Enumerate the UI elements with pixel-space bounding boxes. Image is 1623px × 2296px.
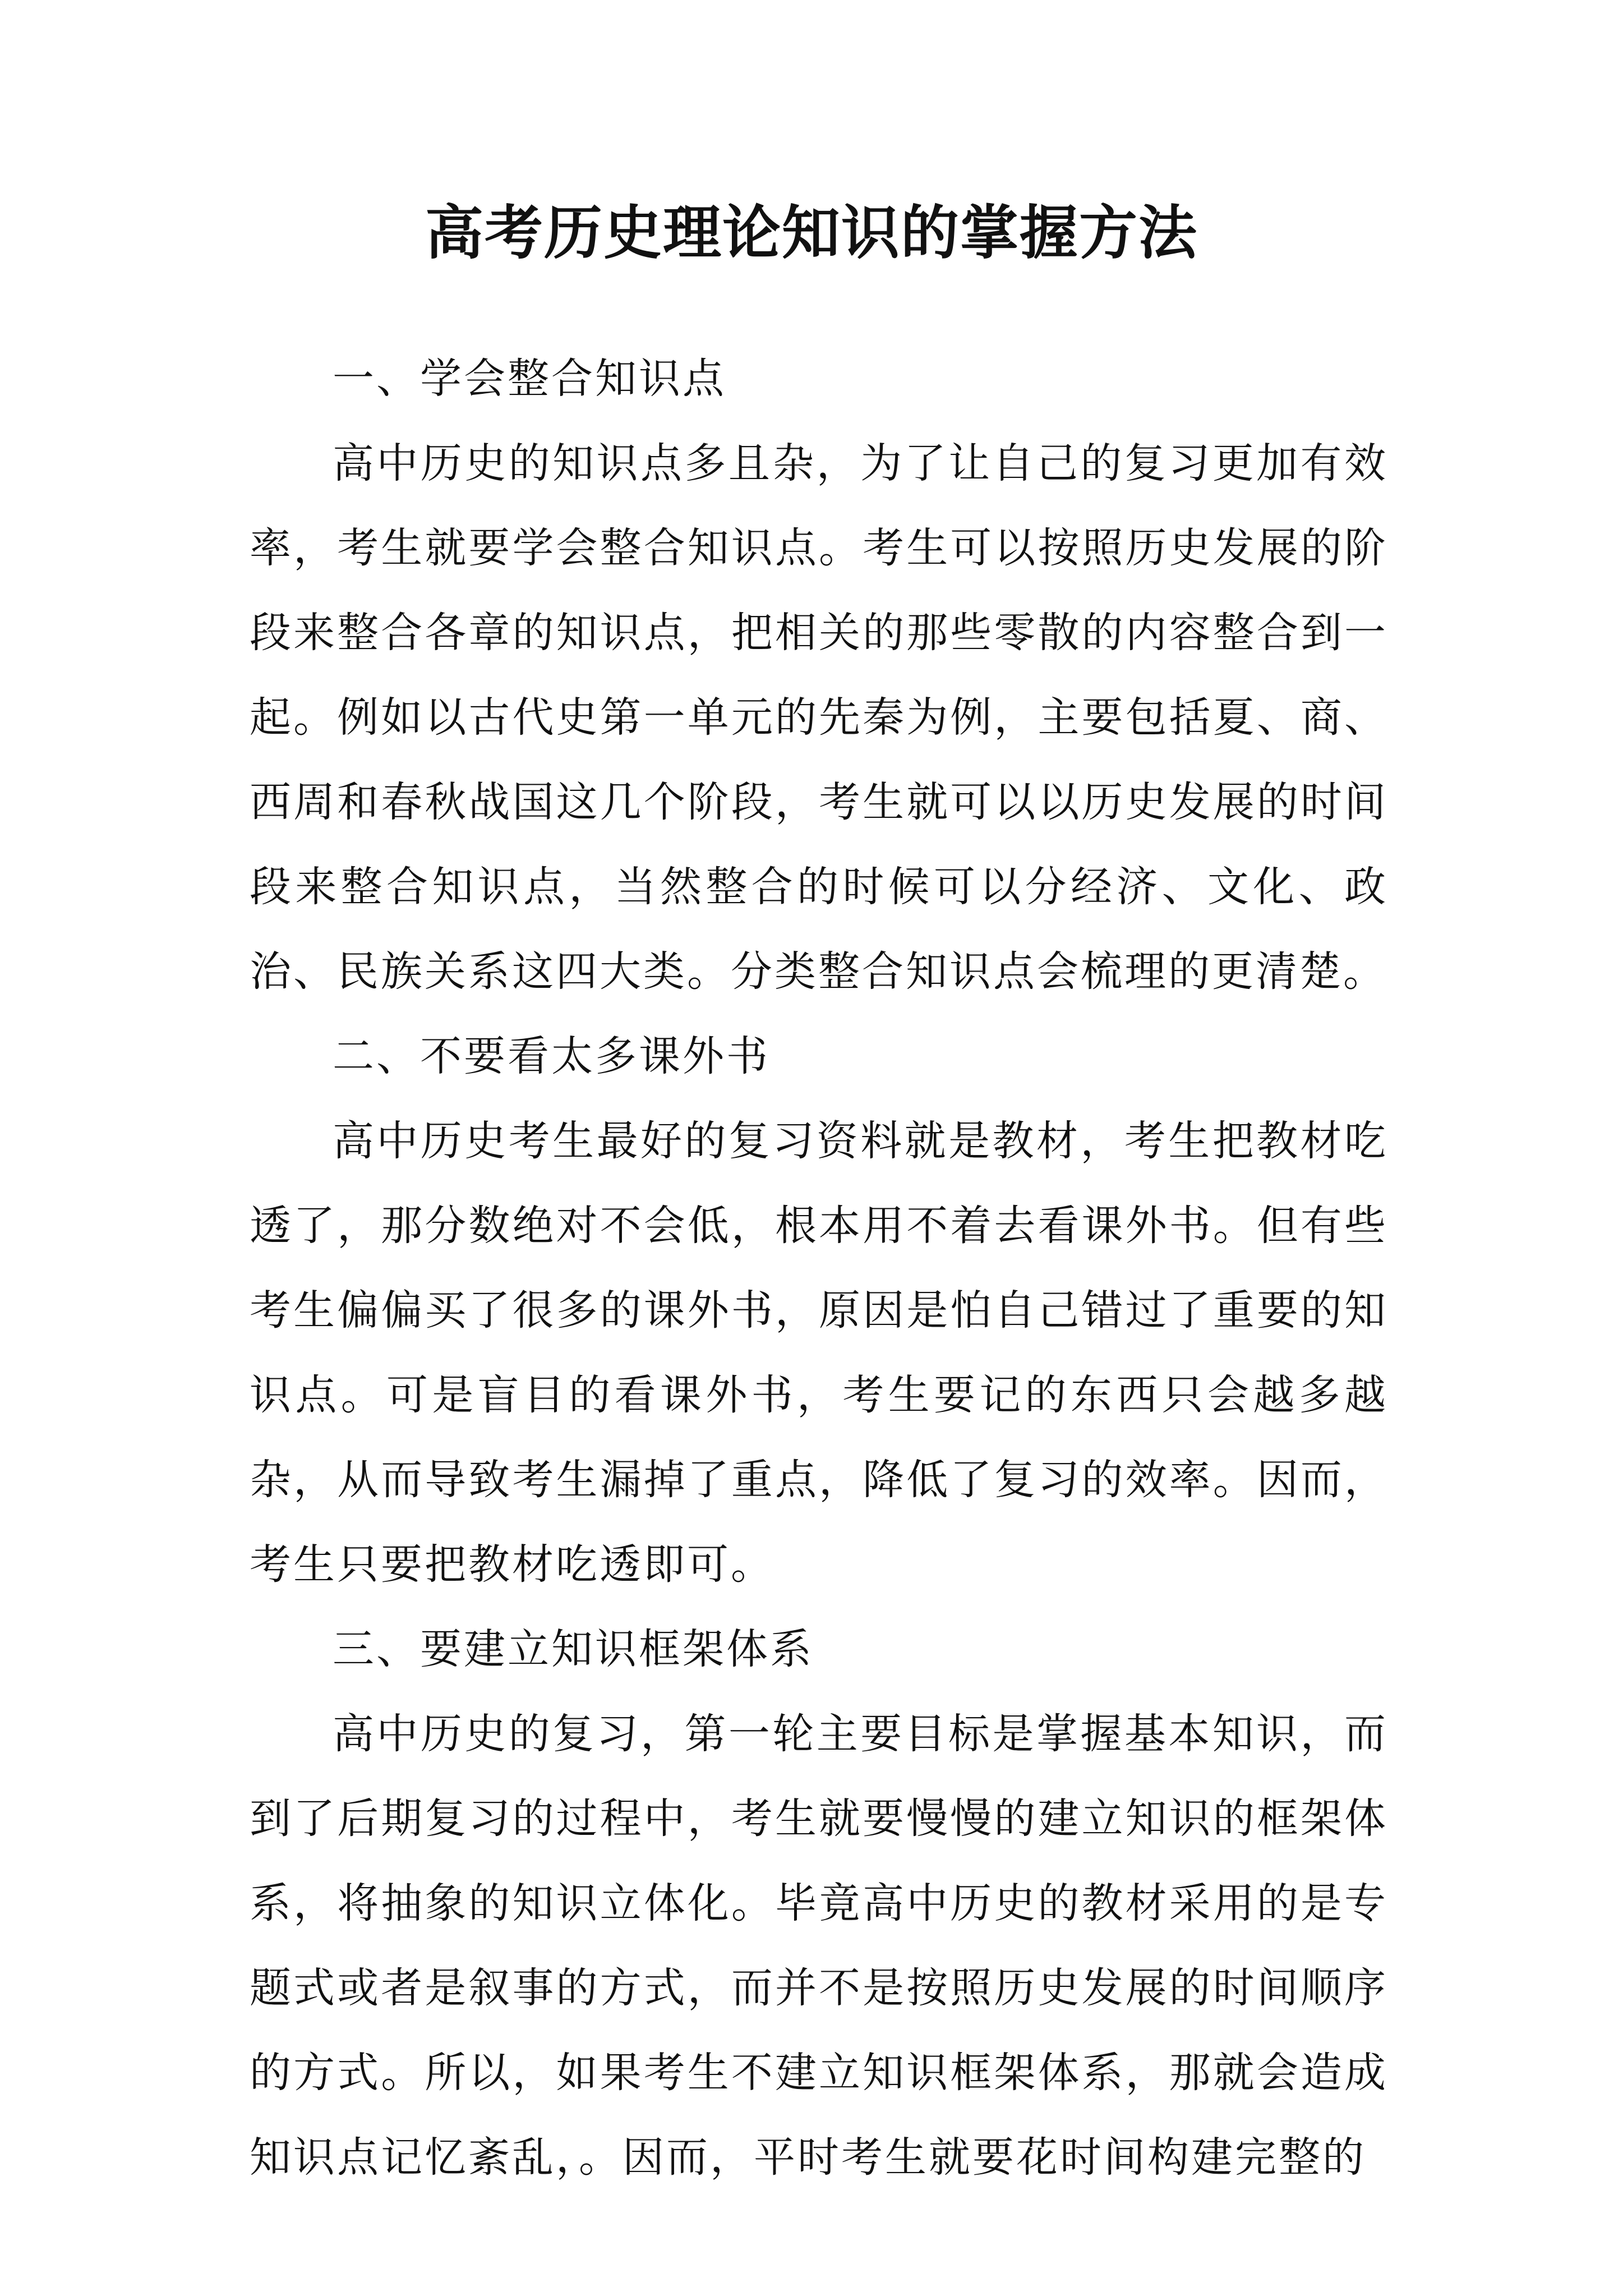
section-heading-3: 三、要建立知识框架体系 <box>333 1625 814 1673</box>
paragraph-1: 高中历史的知识点多且杂，为了让自己的复习更加有效率，考生就要学会整合知识点。考生可以按照历史发展的阶段来整合各章的知识点，把相关的那些零散的内容整合到一起。例如以古代史第一单元的先秦为例，主要包括夏、商、西周和春秋战国这几个阶段，考生就可以以历史发展的时间段来整合知识点，当然整合的时候可以分经济、文化、政治、民族关系这四大类。分类整合知识点会梳理的更清楚。 <box>250 439 1388 996</box>
section-heading-2: 二、不要看太多课外书 <box>333 1032 770 1080</box>
document-title: 高考历史理论知识的掌握方法 <box>425 198 1198 267</box>
paragraph-3: 高中历史的复习，第一轮主要目标是掌握基本知识，而到了后期复习的过程中，考生就要慢慢的建立知识的框架体系，将抽象的知识立体化。毕竟高中历史的教材采用的是专题式或者是叙事的方式，而并不是按照历史发展的时间顺序的方式。所以，如果考生不建立知识框架体系，那就会造成知识点记忆紊乱，。因而，平时考生就要花时间构建完整的 <box>250 1710 1388 2182</box>
document-body <box>250 337 1388 2200</box>
paragraph-2: 高中历史考生最好的复习资料就是教材，考生把教材吃透了，那分数绝对不会低，根本用不着去看课外书。但有些考生偏偏买了很多的课外书，原因是怕自己错过了重要的知识点。可是盲目的看课外书，考生要记的东西只会越多越杂，从而导致考生漏掉了重点，降低了复习的效率。因而，考生只要把教材吃透即可。 <box>250 1117 1388 1589</box>
section-heading-1: 一、学会整合知识点 <box>333 355 726 403</box>
